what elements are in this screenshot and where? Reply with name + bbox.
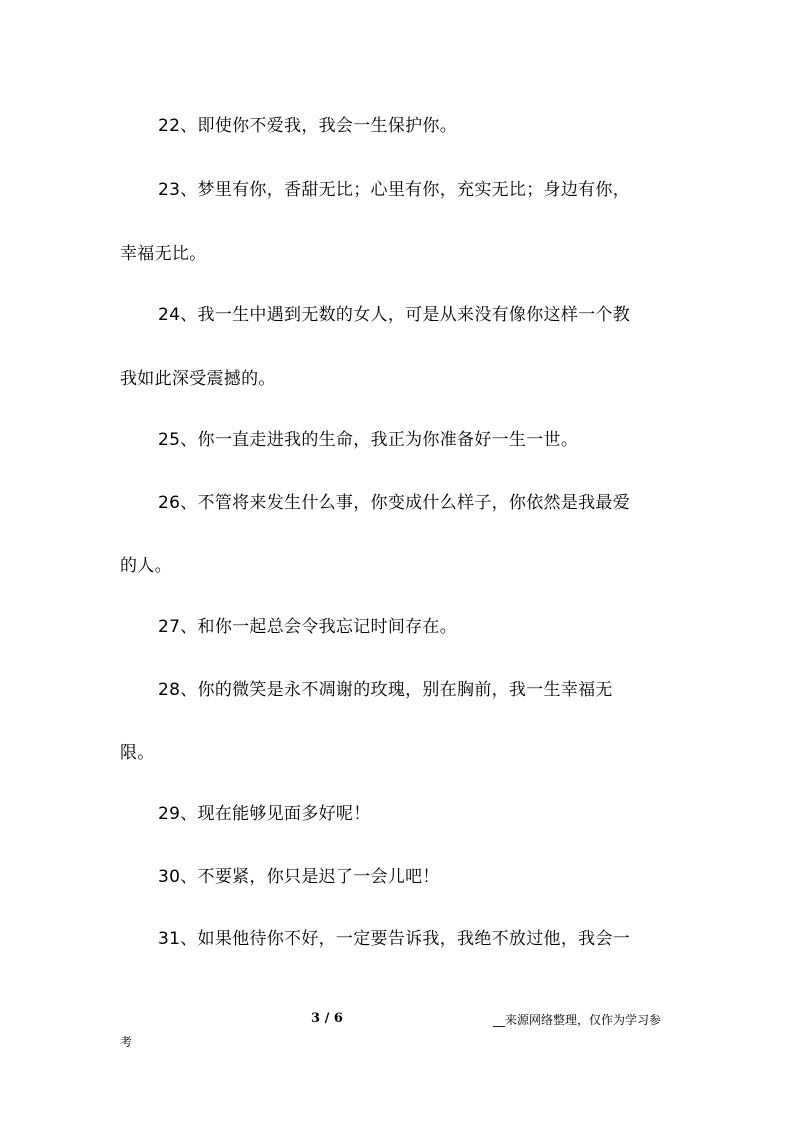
paragraph-line: 29、现在能够见面多好呢！: [158, 804, 371, 824]
paragraph-line: 25、你一直走进我的生命，我正为你准备好一生一世。: [158, 430, 579, 450]
paragraph-line: 幸福无比。: [120, 244, 207, 264]
paragraph-line: 23、梦里有你，香甜无比；心里有你，充实无比；身边有你，: [158, 180, 631, 200]
paragraph-line: 22、即使你不爱我，我会一生保护你。: [158, 116, 458, 136]
paragraph-line: 的人。: [120, 556, 172, 576]
paragraph-line: 30、不要紧，你只是迟了一会儿吧！: [158, 867, 440, 887]
paragraph-line: 28、你的微笑是永不凋谢的玫瑰，别在胸前，我一生幸福无: [158, 680, 613, 700]
paragraph-line: 31、如果他待你不好，一定要告诉我，我绝不放过他，我会一: [158, 929, 631, 949]
paragraph-line: 26、不管将来发生什么事，你变成什么样子，你依然是我最爱: [158, 493, 631, 513]
paragraph-line: 27、和你一起总会令我忘记时间存在。: [158, 617, 458, 637]
source-note-tail: 考: [120, 1035, 133, 1049]
source-note: __来源网络整理，仅作为学习参: [493, 1013, 662, 1027]
paragraph-line: 24、我一生中遇到无数的女人，可是从来没有像你这样一个教: [158, 305, 631, 325]
paragraph-line: 限。: [120, 743, 155, 763]
paragraph-line: 我如此深受震撼的。: [120, 369, 276, 389]
page-number: 3 / 6: [311, 1011, 343, 1026]
